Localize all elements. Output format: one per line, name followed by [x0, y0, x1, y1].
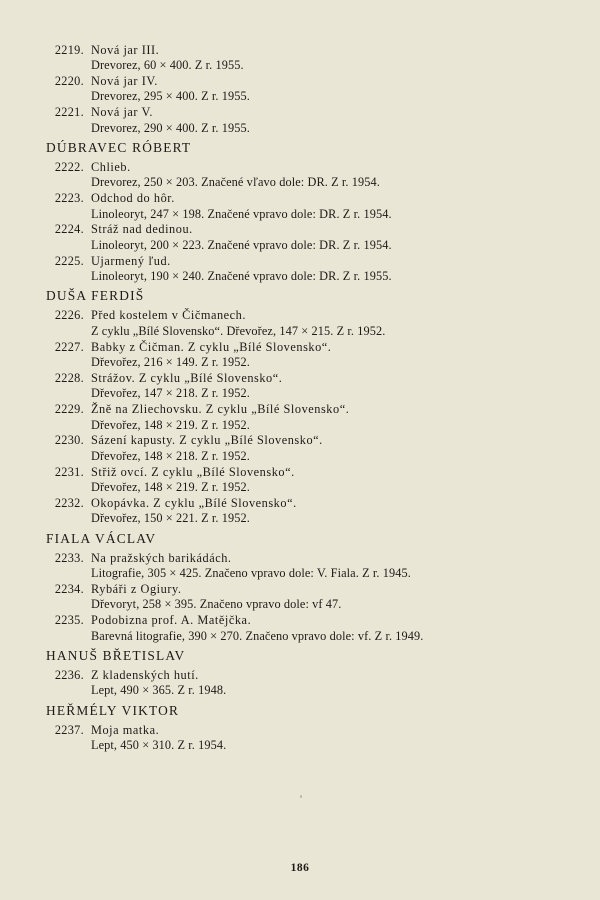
catalog-entry — [44, 611, 556, 642]
entry-number: 2235. — [54, 613, 84, 628]
entry-number: 2230. — [54, 433, 84, 448]
catalog-entry — [44, 493, 556, 524]
entry-detail: Z cyklu „Bílé Slovensko“. Dřevořez, 147 × 215. Z r. 1952. — [91, 323, 386, 338]
entry-title-line — [44, 223, 556, 235]
entry-title-line — [44, 434, 556, 446]
entry-number: 2229. — [54, 402, 84, 417]
entry-title: Nová jar V. — [91, 105, 153, 120]
entry-title: Podobizna prof. A. Matějčka. — [91, 613, 252, 628]
entry-title: Chlieb. — [91, 159, 131, 174]
artist-heading: HEŘMÉLY VIKTOR — [46, 702, 180, 718]
catalog-entry — [44, 665, 556, 696]
entry-number: 2223. — [54, 191, 84, 206]
entry-title-line — [44, 309, 556, 321]
entry-title: Sázení kapusty. Z cyklu „Bílé Slovensko“. — [91, 433, 323, 448]
entry-title: Ujarmený ľud. — [91, 253, 171, 268]
entry-title: Před kostelem v Čičmanech. — [91, 308, 246, 323]
entry-number: 2227. — [54, 339, 84, 354]
artist-heading: DÚBRAVEC RÓBERT — [46, 139, 192, 155]
entry-title: Moja matka. — [91, 722, 160, 737]
entry-number: 2222. — [54, 159, 84, 174]
entry-title-line — [44, 497, 556, 509]
entry-detail: Dřevořez, 150 × 221. Z r. 1952. — [91, 511, 250, 526]
entry-title: Okopávka. Z cyklu „Bílé Slovensko“. — [91, 495, 297, 510]
entry-title-line — [44, 614, 556, 626]
catalog-entry — [44, 306, 556, 337]
entry-number: 2237. — [54, 722, 84, 737]
entry-title: Žně na Zliechovsku. Z cyklu „Bílé Slovensko“. — [91, 402, 350, 417]
entry-title: Babky z Čičman. Z cyklu „Bílé Slovensko“. — [91, 339, 332, 354]
entry-title-line — [44, 724, 556, 736]
entry-detail: Drevorez, 295 × 400. Z r. 1955. — [91, 89, 250, 104]
catalog-entry — [44, 720, 556, 751]
entry-title: Stráž nad dedinou. — [91, 222, 193, 237]
entry-detail: Dřevořez, 147 × 218. Z r. 1952. — [91, 386, 250, 401]
entry-number: 2232. — [54, 495, 84, 510]
entry-number: 2233. — [54, 550, 84, 565]
entry-title-line — [44, 403, 556, 415]
entry-detail: Dřevořez, 148 × 219. Z r. 1952. — [91, 480, 250, 495]
entry-number: 2219. — [54, 42, 84, 57]
entry-number: 2234. — [54, 581, 84, 596]
paper-speck — [300, 795, 302, 798]
entry-title: Nová jar IV. — [91, 73, 158, 88]
entry-title-line — [44, 466, 556, 478]
entry-detail: Barevná litografie, 390 × 270. Značeno vpravo dole: vf. Z r. 1949. — [91, 628, 424, 643]
entry-title-line — [44, 583, 556, 595]
artist-heading: FIALA VÁCLAV — [46, 530, 157, 546]
entry-title-line — [44, 669, 556, 681]
entry-title-line — [44, 552, 556, 564]
entry-number: 2221. — [54, 105, 84, 120]
entry-number: 2228. — [54, 370, 84, 385]
entry-detail: Lept, 450 × 310. Z r. 1954. — [91, 738, 227, 753]
catalog-entry — [44, 400, 556, 431]
entry-detail: Dřevořez, 148 × 219. Z r. 1952. — [91, 417, 250, 432]
entry-number: 2225. — [54, 253, 84, 268]
entry-detail: Dřevořez, 148 × 218. Z r. 1952. — [91, 448, 250, 463]
catalog-entry — [44, 548, 556, 579]
entry-title-line — [44, 75, 556, 87]
entry-detail: Lept, 490 × 365. Z r. 1948. — [91, 683, 227, 698]
entry-title-line — [44, 161, 556, 173]
entry-title: Odchod do hôr. — [91, 191, 175, 206]
catalog-entry — [44, 103, 556, 134]
entry-title-line — [44, 341, 556, 353]
catalog-entry — [44, 220, 556, 251]
entry-number: 2224. — [54, 222, 84, 237]
catalog-entry — [44, 431, 556, 462]
entry-number: 2220. — [54, 73, 84, 88]
entry-title: Střiž ovcí. Z cyklu „Bílé Slovensko“. — [91, 464, 295, 479]
entry-title-line — [44, 106, 556, 118]
catalog-entry — [44, 368, 556, 399]
entry-title-line — [44, 192, 556, 204]
entry-detail: Dřevořez, 216 × 149. Z r. 1952. — [91, 355, 250, 370]
catalog-entry — [44, 462, 556, 493]
entry-detail: Drevorez, 250 × 203. Značené vľavo dole: DR. Z r. 1954. — [91, 175, 380, 190]
entry-title: Z kladenských hutí. — [91, 667, 199, 682]
entry-title-line — [44, 255, 556, 267]
entry-detail: Linoleoryt, 247 × 198. Značené vpravo dole: DR. Z r. 1954. — [91, 206, 392, 221]
entry-title: Na pražských barikádách. — [91, 550, 232, 565]
catalog-entry — [44, 71, 556, 102]
entry-detail: Linoleoryt, 190 × 240. Značené vpravo dole: DR. Z r. 1955. — [91, 269, 392, 284]
entry-detail: Linoleoryt, 200 × 223. Značené vpravo dole: DR. Z r. 1954. — [91, 237, 392, 252]
catalog-entry — [44, 251, 556, 282]
catalog-entry — [44, 40, 556, 71]
entry-detail: Dřevoryt, 258 × 395. Značeno vpravo dole: vf 47. — [91, 597, 342, 612]
artist-heading: DUŠA FERDIŠ — [46, 288, 145, 304]
entry-title: Rybáři z Ogiury. — [91, 581, 182, 596]
entry-number: 2236. — [54, 667, 84, 682]
entry-list — [44, 40, 556, 751]
artist-heading: HANUŠ BŘETISLAV — [46, 648, 186, 663]
entry-number: 2226. — [54, 308, 84, 323]
catalog-entry — [44, 579, 556, 610]
catalog-entry — [44, 337, 556, 368]
entry-detail: Drevorez, 60 × 400. Z r. 1955. — [91, 57, 244, 72]
catalog-entry — [44, 189, 556, 220]
entry-number: 2231. — [54, 464, 84, 479]
entry-title: Strážov. Z cyklu „Bílé Slovensko“. — [91, 370, 283, 385]
entry-detail: Litografie, 305 × 425. Značeno vpravo dole: V. Fiala. Z r. 1945. — [91, 566, 411, 581]
entry-title-line — [44, 44, 556, 56]
entry-title: Nová jar III. — [91, 42, 160, 57]
entry-title-line — [44, 372, 556, 384]
page-number: 186 — [290, 862, 310, 874]
catalog-entry — [44, 157, 556, 188]
entry-detail: Drevorez, 290 × 400. Z r. 1955. — [91, 120, 250, 135]
